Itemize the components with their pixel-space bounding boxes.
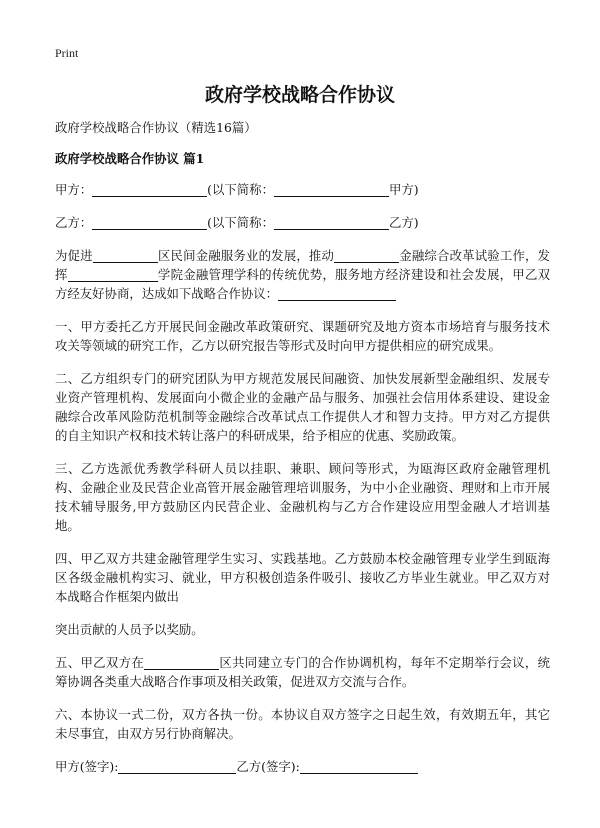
- clause-3: 三、乙方选派优秀教学科研人员以挂职、兼职、顾问等形式，为瓯海区政府金融管理机构、金融企业及民营企业高管开展金融管理培训服务，为中小企业融资、理财和上市开展技术辅导服务,甲方鼓励区内民营企业、金融机构与乙方合作建设应用型金融人才培训基地。: [55, 461, 550, 533]
- document-body: [55, 118, 550, 790]
- clause-5-blank: [144, 655, 219, 670]
- clause-5-text-2: 区共同建立专门的合作协调机构，每年不定期举行会议，统筹协调各类重大战略合作事项及相关政策，促进双方交流与合作。: [55, 655, 551, 689]
- print-link[interactable]: Print: [55, 46, 79, 60]
- clause-4: 四、甲乙双方共建金融管理学生实习、实践基地。乙方鼓励本校金融管理专业学生到瓯海区各级金融机构实习、就业，甲方积极创造条件吸引、接收乙方毕业生就业。甲乙双方对本战略合作框架内做出: [55, 551, 550, 604]
- intro-blank-1: [93, 248, 158, 263]
- party-a-abbrev-close: 甲方): [388, 182, 419, 197]
- intro-blank-2: [334, 248, 399, 263]
- intro-blank-3: [68, 267, 158, 282]
- intro-text-4: 学院金融管理学科的传统优势，服务地方经济建设和社会发展，甲乙双方经友好协商，达成如下战略合作协议：: [55, 267, 550, 301]
- clause-1: 一、甲方委托乙方开展民间金融改革政策研究、课题研究及地方资本市场培育与服务技术攻关等领域的研究工作，乙方以研究报告等形式及时向甲方提供相应的研究成果。: [55, 319, 550, 353]
- signature-b-blank: [300, 759, 418, 774]
- party-b-abbrev-open: (以下简称：: [207, 215, 274, 230]
- intro-text-2: 区民间金融服务业的发展，推动: [157, 248, 335, 263]
- document-subtitle: 政府学校战略合作协议（精选16篇）: [55, 120, 257, 135]
- party-a-abbrev-blank: [274, 182, 389, 197]
- party-a-line: [55, 180, 550, 199]
- intro-text-3: 金融综合改革试验工作，发挥: [55, 248, 551, 282]
- clause-6: 六、本协议一式二份，双方各执一份。本协议自双方签字之日起生效，有效期五年，其它未尽事宜，由双方另行协商解决。: [55, 707, 550, 741]
- party-a-name-blank: [92, 182, 207, 197]
- party-b-line: [55, 213, 550, 232]
- party-b-label: 乙方：: [55, 215, 93, 230]
- party-b-abbrev-blank: [274, 215, 389, 230]
- party-b-abbrev-close: 乙方): [388, 215, 419, 230]
- signature-a-label: 甲方(签字):: [55, 759, 119, 774]
- section-heading: 政府学校战略合作协议 篇1: [55, 151, 205, 166]
- clause-4-continued: 突出贡献的人员予以奖励。: [55, 622, 204, 637]
- party-a-label: 甲方：: [55, 182, 93, 197]
- signature-a-blank: [118, 759, 236, 774]
- intro-text-1: 为促进: [55, 248, 93, 263]
- page-title: 政府学校战略合作协议: [204, 84, 395, 106]
- signature-b-label: 乙方(签字):: [236, 759, 300, 774]
- signature-line: [55, 757, 550, 776]
- intro-paragraph: [55, 246, 550, 303]
- clause-2: 二、乙方组织专门的研究团队为甲方规范发展民间融资、加快发展新型金融组织、发展专业资产管理机构、发展面向小微企业的金融产品与服务、加强社会信用体系建设、建设金融综合改革风险防范机制等金融综合改革试点工作提供人才和智力支持。甲方对乙方提供的自主知识产权和技术转让落户的科研成果，给予相应的优惠、奖励政策。: [55, 371, 550, 443]
- clause-5-text-1: 五、甲乙双方在: [55, 655, 145, 670]
- party-b-name-blank: [92, 215, 207, 230]
- clause-5: [55, 653, 550, 691]
- intro-blank-4: [278, 286, 396, 301]
- party-a-abbrev-open: (以下简称：: [207, 182, 274, 197]
